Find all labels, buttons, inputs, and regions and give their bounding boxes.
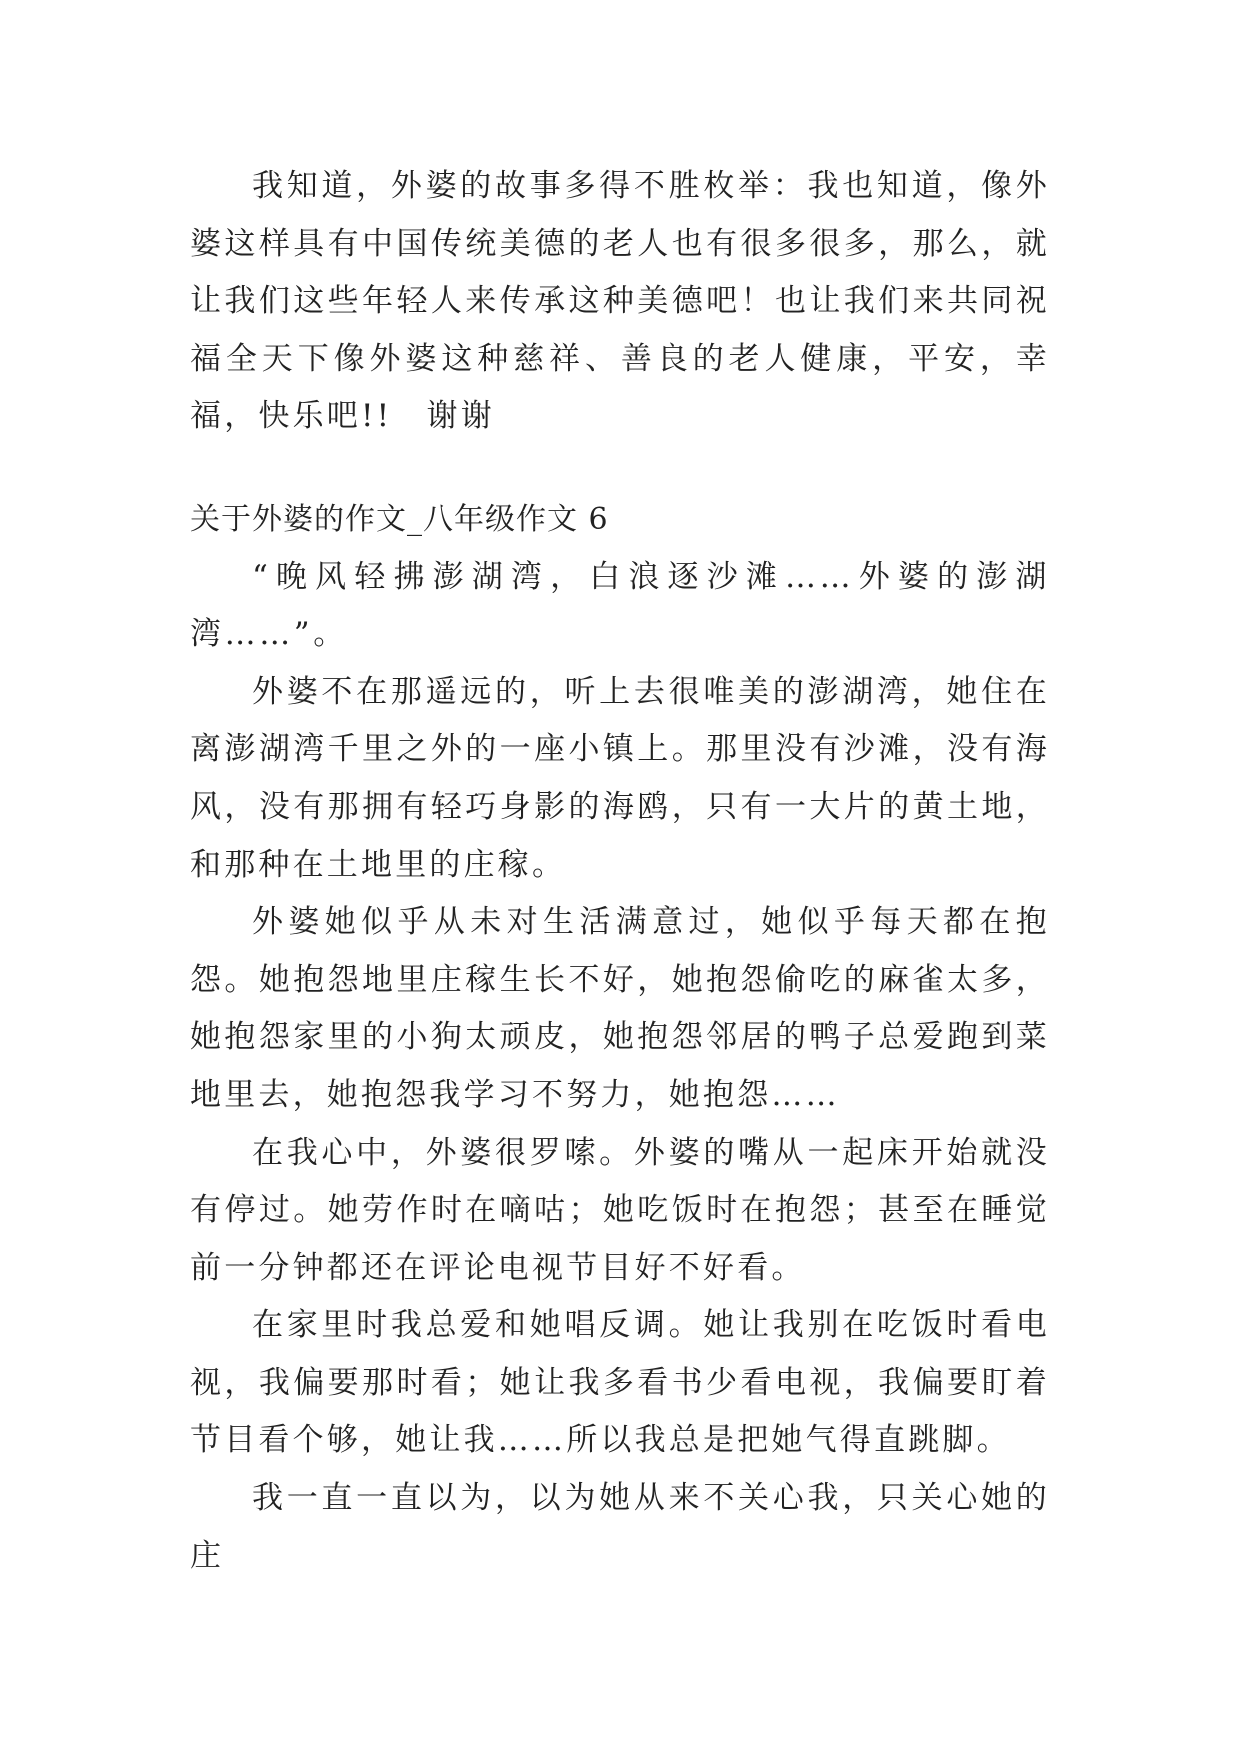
document-body: [190, 158, 1050, 1585]
body-paragraph: 外婆不在那遥远的，听上去很唯美的澎湖湾，她住在离澎湖湾千里之外的一座小镇上。那里没有沙滩，没有海风，没有那拥有轻巧身影的海鸥，只有一大片的黄土地，和那种在土地里的庄稼。: [190, 673, 1050, 883]
closing-paragraph: 我知道，外婆的故事多得不胜枚举：我也知道，像外婆这样具有中国传统美德的老人也有很多很多，那么，就让我们这些年轻人来传承这种美德吧！也让我们来共同祝福全天下像外婆这种慈祥、善良的老人健康，平安，幸福，快乐吧!! 谢谢: [190, 168, 1050, 435]
essay-title: 关于外婆的作文_八年级作文 6: [190, 501, 609, 537]
body-paragraph: 在我心中，外婆很罗嗦。外婆的嘴从一起床开始就没有停过。她劳作时在嘀咕；她吃饭时在抱怨；甚至在睡觉前一分钟都还在评论电视节目好不好看。: [190, 1134, 1050, 1286]
body-paragraph: 在家里时我总爱和她唱反调。她让我别在吃饭时看电视，我偏要那时看；她让我多看书少看电视，我偏要盯着节目看个够，她让我……所以我总是把她气得直跳脚。: [190, 1307, 1050, 1459]
body-paragraph: 我一直一直以为，以为她从来不关心我，只关心她的庄: [190, 1480, 1050, 1574]
opening-quote-paragraph: “晚风轻拂澎湖湾，白浪逐沙滩……外婆的澎湖湾……”。: [190, 558, 1050, 653]
body-paragraph: 外婆她似乎从未对生活满意过，她似乎每天都在抱怨。她抱怨地里庄稼生长不好，她抱怨偷吃的麻雀太多，她抱怨家里的小狗太顽皮，她抱怨邻居的鸭子总爱跑到菜地里去，她抱怨我学习不努力，她抱怨……: [190, 904, 1050, 1113]
